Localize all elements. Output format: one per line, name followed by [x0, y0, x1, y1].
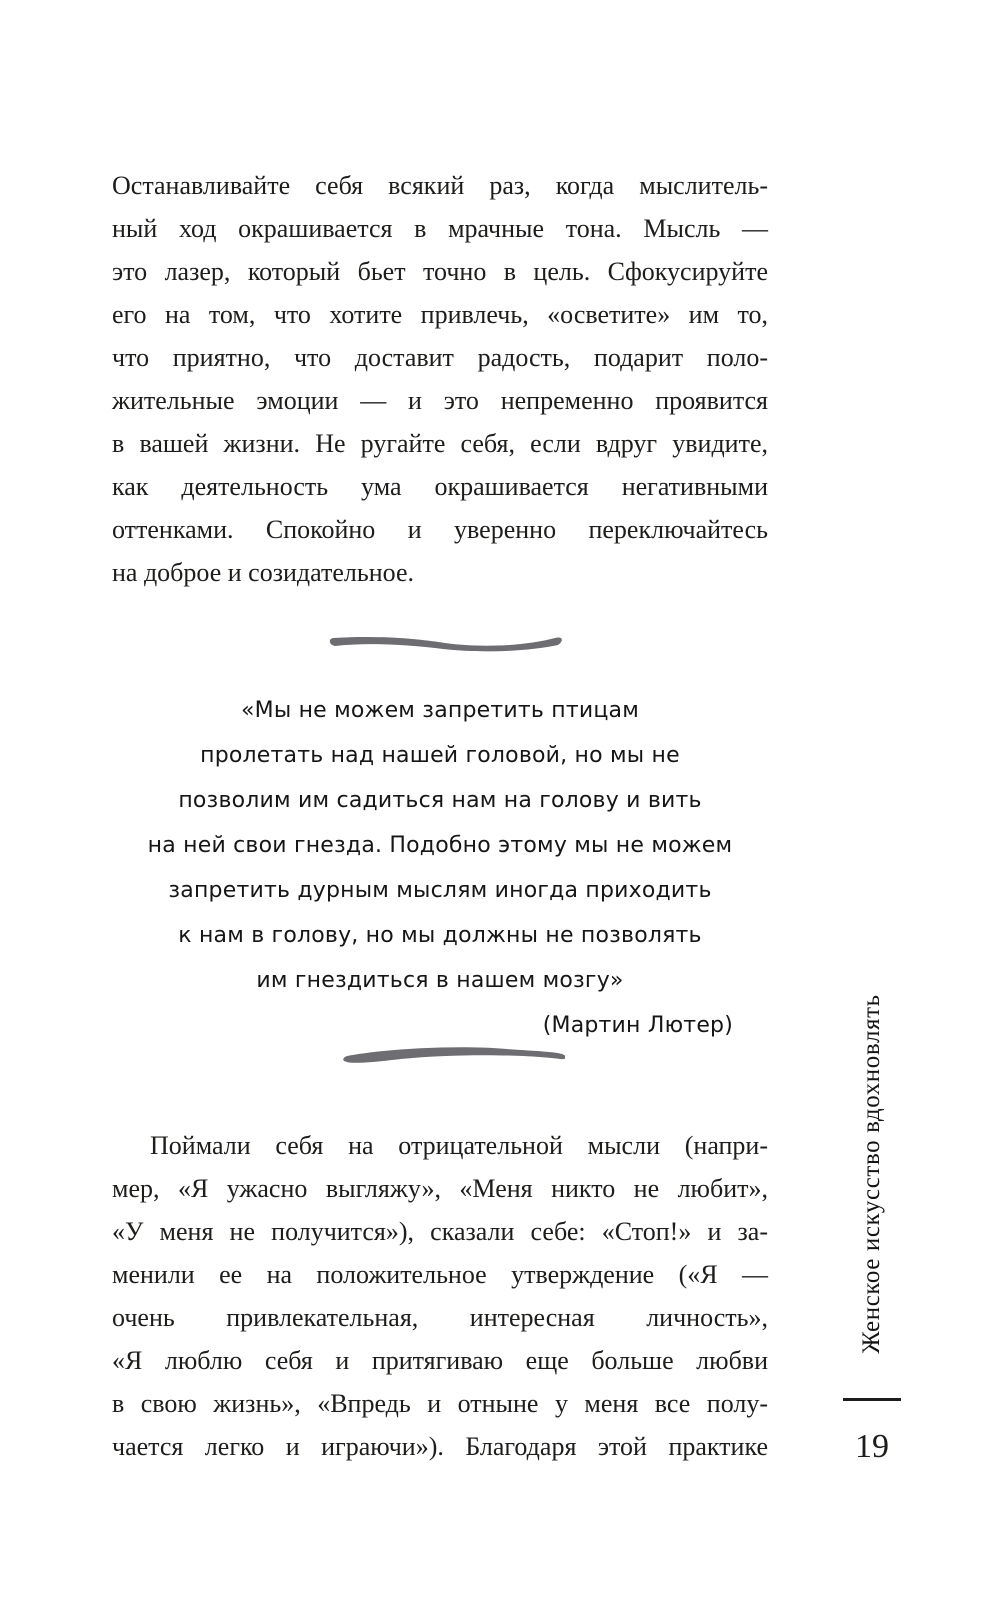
quote-line: им гнездиться в нашем мозгу»: [256, 968, 624, 993]
quote-attribution: (Мартин Лютер): [542, 1013, 733, 1038]
text-line: на доброе и созидательное.: [112, 558, 415, 587]
text-line: чается легко и играючи»). Благодаря этой практике: [112, 1432, 768, 1461]
text-line: в вашей жизни. Не ругайте себя, если вдруг увидите,: [112, 429, 768, 458]
text-line: ный ход окрашивается в мрачные тона. Мысль —: [112, 214, 768, 243]
brush-divider-icon: [329, 630, 565, 660]
brush-divider-icon: [341, 1040, 565, 1070]
page-number: 19: [855, 1428, 889, 1465]
quote-line: позволим им садиться нам на голову и вить: [178, 788, 702, 813]
text-line: «У меня не получится»), сказали себе: «Стоп!» и за-: [112, 1217, 768, 1246]
text-line: мер, «Я ужасно выгляжу», «Меня никто не любит»,: [112, 1174, 768, 1203]
quote-line: «Мы не можем запретить птицам: [240, 698, 640, 723]
folio-rule: [843, 1398, 901, 1401]
text-line: Поймали себя на отрицательной мысли (напри-: [150, 1131, 768, 1160]
paragraph-1: [112, 164, 768, 594]
text-line: Останавливайте себя всякий раз, когда мыслитель-: [112, 171, 768, 200]
text-line: в свою жизнь», «Впредь и отныне у меня все полу-: [112, 1389, 768, 1418]
quote-line: запретить дурным мыслям иногда приходить: [168, 878, 712, 903]
paragraph-2: [112, 1124, 768, 1468]
text-line: как деятельность ума окрашивается негативными: [112, 472, 768, 501]
running-title-vertical: Женское искусство вдохновлять: [858, 994, 885, 1354]
quote-block: [112, 688, 768, 1048]
text-line: это лазер, который бьет точно в цель. Сфокусируйте: [112, 257, 768, 286]
quote-line: к нам в голову, но мы должны не позволять: [178, 923, 702, 948]
text-line: очень привлекательная, интересная личность»,: [112, 1303, 768, 1332]
quote-line: на ней свои гнезда. Подобно этому мы не можем: [147, 833, 733, 858]
text-line: оттенками. Спокойно и уверенно переключайтесь: [112, 515, 768, 544]
text-line: что приятно, что доставит радость, подарит поло-: [112, 343, 768, 372]
text-line: жительные эмоции — и это непременно проявится: [112, 386, 768, 415]
text-line: менили ее на положительное утверждение («Я —: [112, 1260, 768, 1289]
quote-line: пролетать над нашей головой, но мы не: [200, 743, 680, 768]
text-line: «Я люблю себя и притягиваю еще больше любви: [112, 1346, 768, 1375]
text-line: его на том, что хотите привлечь, «осветите» им то,: [112, 300, 768, 329]
